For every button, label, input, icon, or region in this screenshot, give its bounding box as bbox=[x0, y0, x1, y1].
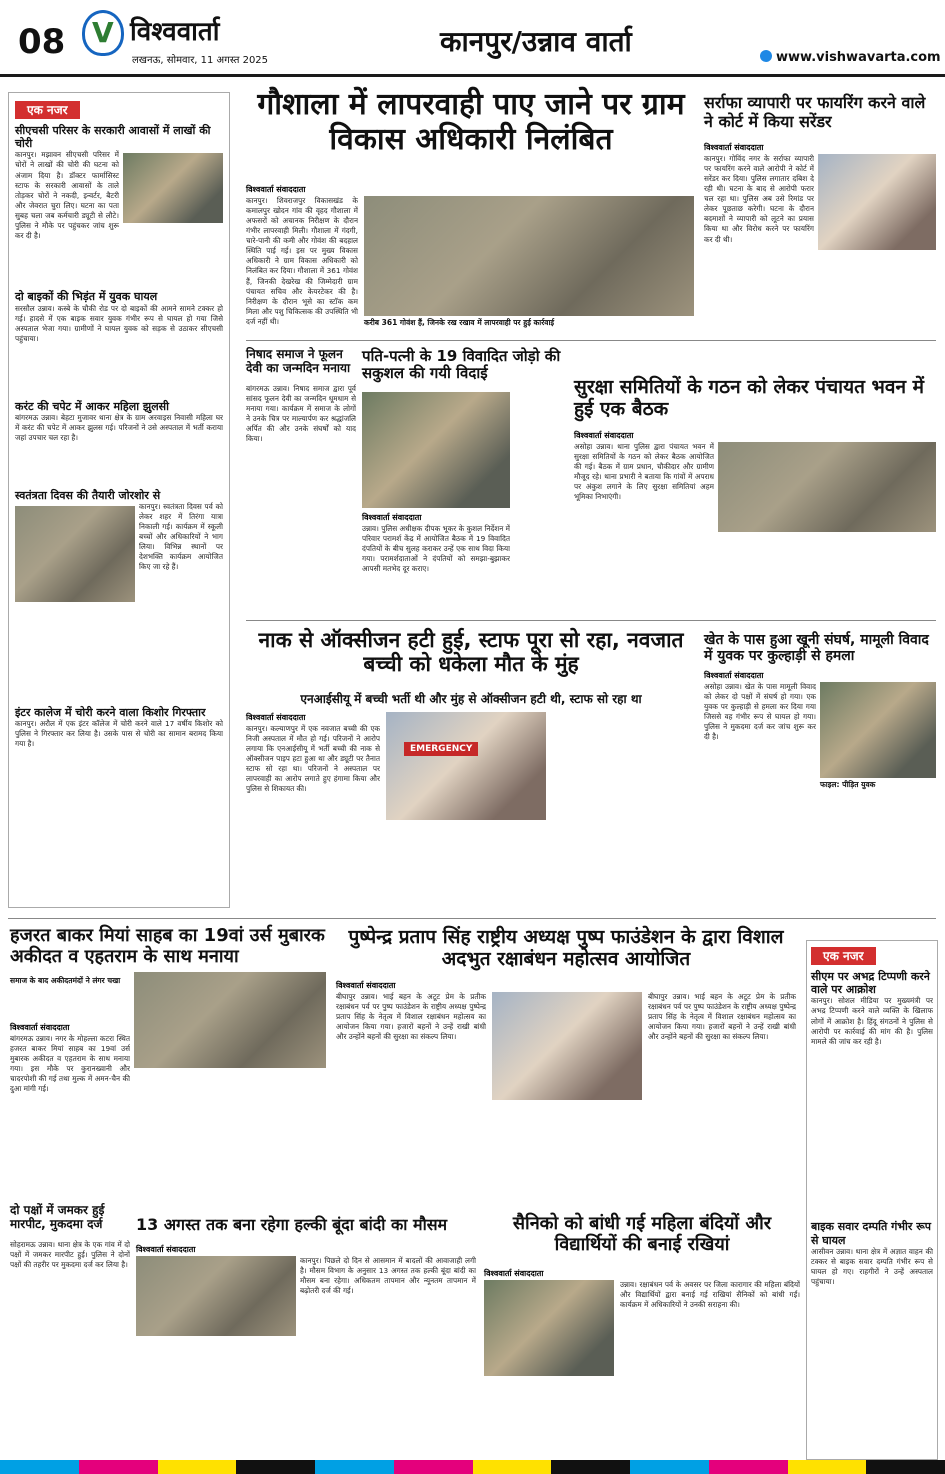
security-byline: विश्ववार्ता संवाददाता bbox=[574, 431, 634, 440]
color-swatch bbox=[788, 1460, 867, 1474]
prisoners-headline: सैनिको को बांधी गई महिला बंदियों और विद्यार्थियों की बनाई रखियां bbox=[512, 1213, 772, 1255]
jeweller-text: कानपुर। गोविंद नगर के सर्राफा व्यापारी पर फायरिंग करने वाले आरोपी ने कोर्ट में सरेंडर कर दिया। पुलिस लगातार दबिश दे रही थी। घटना के बाद से आरोपी फरार चल रहा था। पुलिस अब उसे रिमांड पर लेकर पूछताछ करेगी। घटना के दौरान बदमाशों ने व्यापारी को लूटने का प्रयास किया था और विरोध करने पर फायरिंग कर दी थी। bbox=[704, 154, 814, 244]
color-swatch bbox=[551, 1460, 630, 1474]
globe-icon bbox=[760, 50, 772, 62]
left-headline-1: सीएचसी परिसर के सरकारी आवासों में लाखों की चोरी bbox=[15, 124, 211, 151]
color-swatch bbox=[473, 1460, 552, 1474]
left-text-2: सरसौल उन्नाव। कस्बे के चौकी रोड पर दो बाइकों की आमने सामने टक्कर हो गई। हादसे में एक बाइक सवार युवक गंभीर रूप से घायल हो गया जिसे अस्पताल भेजा गया। ग्रामीणों ने घायल युवक को सड़क से उठाकर सीएचसी पहुंचाया। bbox=[15, 303, 223, 343]
marpit-headline: दो पक्षों में जमकर हुई मारपीट, मुकदमा दर्ज bbox=[10, 1203, 105, 1231]
oxygen-subheadline: एनआईसीयू में बच्ची भर्ती थी और मुंह से ऑक्सीजन हटी थी, स्टाफ सो रहा था bbox=[300, 692, 642, 706]
color-swatch bbox=[79, 1460, 158, 1474]
urs-text: बांगरमऊ उन्नाव। नगर के मोहल्ला कटरा स्थित हजरत बाकर मियां साहब का 19वां उर्स मुबारक अकीदत व एहतराम के साथ मनाया गया। इस मौके पर कुरानख्वानी और चादरपोशी की गई तथा मुल्क में अमन-चैन की दुआ मांगी गई। bbox=[10, 1034, 130, 1094]
lead-headline: गौशाला में लापरवाही पाए जाने पर ग्राम विकास अधिकारी निलंबित bbox=[257, 87, 685, 157]
left-headline-2: दो बाइकों की भिड़ंत में युवक घायल bbox=[15, 290, 158, 304]
weather-photo bbox=[136, 1256, 296, 1336]
theft-photo bbox=[123, 153, 223, 223]
emergency-sign: EMERGENCY bbox=[404, 742, 478, 756]
farm-headline: खेत के पास हुआ खूनी संघर्ष, मामूली विवाद में युवक पर कुल्हाड़ी से हमला bbox=[704, 632, 929, 665]
right-sidebar bbox=[806, 940, 938, 1460]
farm-caption: फाइल: पीड़ित युवक bbox=[820, 780, 876, 789]
left-column bbox=[8, 92, 230, 908]
color-swatch bbox=[709, 1460, 788, 1474]
website-text: www.vishwavarta.com bbox=[776, 50, 941, 65]
print-color-bar bbox=[0, 1460, 945, 1474]
raksha-text: बीघापुर उन्नाव। भाई बहन के अटूट प्रेम के प्रतीक रक्षाबंधन पर्व पर पुष्प फाउंडेशन के राष्ट्रीय अध्यक्ष पुष्पेन्द्र प्रताप सिंह के नेतृत्व में विशाल रक्षाबंधन महोत्सव का आयोजन किया गया। हजारों बहनों ने उन्हें राखी बांधी और उन्होंने बहनों की सुरक्षा का संकल्प लिया। bbox=[336, 992, 486, 1042]
security-headline: सुरक्षा समितियों के गठन को लेकर पंचायत भवन में हुई एक बैठक bbox=[574, 376, 924, 421]
jeweller-photo bbox=[818, 154, 936, 250]
aside-text-1: कानपुर। सोशल मीडिया पर मुख्यमंत्री पर अभद्र टिप्पणी करने वाले व्यक्ति के खिलाफ लोगों में आक्रोश है। हिंदू संगठनों ने पुलिस से आरोपी पर कार्रवाई की मांग की है। पुलिस मामले की जांच कर रही है। bbox=[811, 996, 933, 1046]
aside-headline-2: बाइक सवार दम्पति गंभीर रूप से घायल bbox=[811, 1220, 931, 1247]
jeweller-byline: विश्ववार्ता संवाददाता bbox=[704, 143, 764, 152]
urs-caption: समाज के बाद अकीदतमंदों ने लंगर चखा bbox=[10, 976, 121, 985]
urs-byline: विश्ववार्ता संवाददाता bbox=[10, 1023, 70, 1032]
couples-photo bbox=[362, 392, 510, 508]
oxygen-headline: नाक से ऑक्सीजन हटी हुई, स्टाफ पूरा सो रहा, नवजात बच्ची को धकेला मौत के मुंह bbox=[258, 628, 684, 677]
section-title: कानपुर/उन्नाव वार्ता bbox=[440, 25, 632, 58]
left-headline-3: करंट की चपेट में आकर महिला झुलसी bbox=[15, 399, 169, 413]
website-link[interactable] bbox=[760, 50, 941, 65]
urs-photo bbox=[134, 972, 326, 1068]
prisoners-text: उन्नाव। रक्षाबंधन पर्व के अवसर पर जिला कारागार की महिला बंदियों और विद्यार्थियों द्वारा बनाई गई राखियां सैनिकों को बांधी गईं। कार्यक्रम में अधिकारियों ने उनकी सराहना की। bbox=[620, 1280, 800, 1310]
color-swatch bbox=[158, 1460, 237, 1474]
weather-byline: विश्ववार्ता संवाददाता bbox=[136, 1245, 196, 1254]
brand-logo-icon: V bbox=[82, 10, 124, 56]
marpit-text: सोहरामऊ उन्नाव। थाना क्षेत्र के एक गांव में दो पक्षों में जमकर मारपीट हुई। पुलिस ने दोनों पक्षों की तहरीर पर मुकदमा दर्ज कर लिया है। bbox=[10, 1240, 130, 1270]
ek-nazar-tag-2: एक नजर bbox=[811, 947, 876, 965]
aside-text-2: आसीवन उन्नाव। थाना क्षेत्र में अज्ञात वाहन की टक्कर से बाइक सवार दम्पति गंभीर रूप से घायल हो गए। राहगीरों ने उन्हें अस्पताल पहुंचाया। bbox=[811, 1246, 933, 1286]
oxygen-byline: विश्ववार्ता संवाददाता bbox=[246, 713, 306, 722]
farm-photo bbox=[820, 682, 936, 778]
color-swatch bbox=[0, 1460, 79, 1474]
couples-headline: पति-पत्नी के 19 विवादित जोड़ो की सकुशल की गयी विदाई bbox=[362, 347, 561, 383]
nishad-headline: निषाद समाज ने फूलन देवी का जन्मदिन मनाया bbox=[246, 347, 351, 375]
left-text-1: कानपुर। मझावन सीएचसी परिसर में चोरों ने लाखों की चोरी की घटना को अंजाम दिया है। डॉक्टर फार्मासिस्ट स्टाफ के सरकारी आवासों के ताले तोड़कर चोरों ने नकदी, इन्वर्टर, बैटरी और जेवरात चुरा लिए। घटना का पता सुबह चला जब कर्मचारी ड्यूटी से लौटे। पुलिस ने मौके पर पहुंचकर जांच शुरू कर दी है। bbox=[15, 150, 119, 240]
color-swatch bbox=[236, 1460, 315, 1474]
raksha-text-2: बीघापुर उन्नाव। भाई बहन के अटूट प्रेम के प्रतीक रक्षाबंधन पर्व पर पुष्प फाउंडेशन के राष्ट्रीय अध्यक्ष पुष्पेन्द्र प्रताप सिंह के नेतृत्व में विशाल रक्षाबंधन महोत्सव का आयोजन किया गया। हजारों बहनों ने उन्हें राखी बांधी और उन्होंने बहनों की सुरक्षा का संकल्प लिया। bbox=[648, 992, 796, 1042]
raksha-byline: विश्ववार्ता संवाददाता bbox=[336, 981, 396, 990]
prisoners-byline: विश्ववार्ता संवाददाता bbox=[484, 1269, 544, 1278]
left-text-5: कानपुर। अरौल में एक इंटर कॉलेज में चोरी करने वाले 17 वर्षीय किशोर को पुलिस ने गिरफ्तार कर लिया है। उसके पास से चोरी का सामान बरामद किया गया है। bbox=[15, 719, 223, 749]
security-photo bbox=[718, 442, 936, 532]
lead-photo bbox=[364, 196, 694, 316]
weather-text: कानपुर। पिछले दो दिन से आसमान में बादलों की आवाजाही लगी है। मौसम विभाग के अनुसार 13 अगस्त तक हल्की बूंदा बांदी का मौसम बना रहेगा। अधिकतम तापमान और न्यूनतम तापमान में बढ़ोतरी दर्ज की गई। bbox=[300, 1256, 476, 1296]
nishad-text: बांगरमऊ उन्नाव। निषाद समाज द्वारा पूर्व सांसद फूलन देवी का जन्मदिन धूमधाम से मनाया गया। कार्यक्रम में समाज के लोगों ने उनके चित्र पर माल्यार्पण कर श्रद्धांजलि अर्पित की और उनके संघर्षों को याद किया। bbox=[246, 384, 356, 444]
left-text-3: बांगरमऊ उन्नाव। बेहटा मुजावर थाना क्षेत्र के ग्राम अरवाइस निवासी महिला घर में करंट की चपेट में आकर झुलस गई। परिजनों ने उसे अस्पताल में भर्ती कराया जहां उपचार चल रहा है। bbox=[15, 412, 223, 442]
hospital-photo bbox=[386, 712, 546, 820]
color-swatch bbox=[315, 1460, 394, 1474]
urs-headline: हजरत बाकर मियां साहब का 19वां उर्स मुबारक अकीदत व एहतराम के साथ मनाया bbox=[10, 925, 325, 967]
ek-nazar-tag: एक नजर bbox=[15, 101, 80, 119]
header-rule bbox=[0, 74, 945, 77]
farm-text: असोहा उन्नाव। खेत के पास मामूली विवाद को लेकर दो पक्षों में संघर्ष हो गया। एक युवक पर कुल्हाड़ी से हमला कर दिया गया जिससे वह गंभीर रूप से घायल हो गया। पुलिस ने मुकदमा दर्ज कर जांच शुरू कर दी है। bbox=[704, 682, 816, 742]
left-text-4: कानपुर। स्वतंत्रता दिवस पर्व को लेकर शहर में तिरंगा यात्रा निकाली गई। कार्यक्रम में स्कूली बच्चों और अधिकारियों ने भाग लिया। विभिन्न स्थानों पर देशभक्ति कार्यक्रम आयोजित किए जा रहे हैं। bbox=[139, 501, 223, 572]
left-headline-4: स्वतंत्रता दिवस की तैयारी जोरशोर से bbox=[15, 488, 161, 502]
color-swatch bbox=[394, 1460, 473, 1474]
raksha-photo bbox=[492, 992, 642, 1100]
couples-byline: विश्ववार्ता संवाददाता bbox=[362, 513, 422, 522]
farm-byline: विश्ववार्ता संवाददाता bbox=[704, 671, 764, 680]
color-swatch bbox=[866, 1460, 945, 1474]
aside-headline-1: सीएम पर अभद्र टिप्पणी करने वाले पर आक्रोश bbox=[811, 970, 930, 997]
oxygen-text: कानपुर। कल्याणपुर में एक नवजात बच्ची की एक निजी अस्पताल में मौत हो गई। परिजनों ने आरोप लगाया कि एनआईसीयू में भर्ती बच्ची की नाक से ऑक्सीजन पाइप हटा हुआ था और ड्यूटी पर तैनात स्टाफ सो रहा था। परिजनों ने अस्पताल पर लापरवाही का आरोप लगाते हुए हंगामा किया और पुलिस से शिकायत की। bbox=[246, 724, 380, 794]
raksha-headline: पुष्पेन्द्र प्रताप सिंह राष्ट्रीय अध्यक्ष पुष्प फाउंडेशन के द्वारा विशाल अदभुत रक्षाबंधन महोत्सव आयोजित bbox=[348, 926, 784, 971]
rally-photo bbox=[15, 506, 135, 602]
lead-byline: विश्ववार्ता संवाददाता bbox=[246, 185, 306, 194]
brand-name: विश्ववार्ता bbox=[130, 17, 220, 47]
left-headline-5: इंटर कालेज में चोरी करने वाला किशोर गिरफ्तार bbox=[15, 705, 206, 719]
page-number: 08 bbox=[18, 22, 66, 62]
lead-text: कानपुर। शिवराजपुर विकासखंड के कमालपुर खोदन गांव की वृहद गौशाला में अफसरों को अचानक निरीक्षण के दौरान गंभीर लापरवाही मिली। गौशाला में गंदगी, चारे-पानी की कमी और गोवंश की बदहाल स्थिति पाई गई। इस पर मुख्य विकास अधिकारी ने ग्राम विकास अधिकारी को निलंबित कर दिया। गौशाला में 361 गोवंश हैं, जिनकी देखरेख की जिम्मेदारी ग्राम पंचायत सचिव और केयरटेकर की है। निरीक्षण के दौरान भूसे का स्टॉक कम मिला और पशु चिकित्सक की उपस्थिति भी दर्ज नहीं थी। bbox=[246, 196, 358, 326]
jeweller-headline: सर्राफा व्यापारी पर फायरिंग करने वाले ने कोर्ट में किया सरेंडर bbox=[704, 93, 926, 131]
color-swatch bbox=[630, 1460, 709, 1474]
weather-headline: 13 अगस्त तक बना रहेगा हल्की बूंदा बांदी का मौसम bbox=[136, 1215, 448, 1234]
lead-caption: करीब 361 गोवंश हैं, जिनके रख रखाव में लापरवाही पर हुई कार्रवाई bbox=[364, 318, 555, 327]
couples-text: उन्नाव। पुलिस अधीक्षक दीपक भूकर के कुशल निर्देशन में परिवार परामर्श केंद्र में आयोजित बैठक में 19 विवादित दंपतियों के बीच सुलह कराकर उन्हें एक साथ विदा किया गया। परामर्शदाताओं ने दंपतियों को समझा-बुझाकर आपसी मतभेद दूर कराए। bbox=[362, 524, 510, 574]
security-text: असोहा उन्नाव। थाना पुलिस द्वारा पंचायत भवन में सुरक्षा समितियों के गठन को लेकर बैठक आयोजित की गई। बैठक में ग्राम प्रधान, चौकीदार और ग्रामीण मौजूद रहे। थाना प्रभारी ने बताया कि गांवों में अपराध पर अंकुश लगाने के लिए सुरक्षा समितियां अहम भूमिका निभाएंगी। bbox=[574, 442, 714, 502]
prisoners-photo bbox=[484, 1280, 614, 1376]
dateline: लखनऊ, सोमवार, 11 अगस्त 2025 bbox=[132, 55, 269, 66]
